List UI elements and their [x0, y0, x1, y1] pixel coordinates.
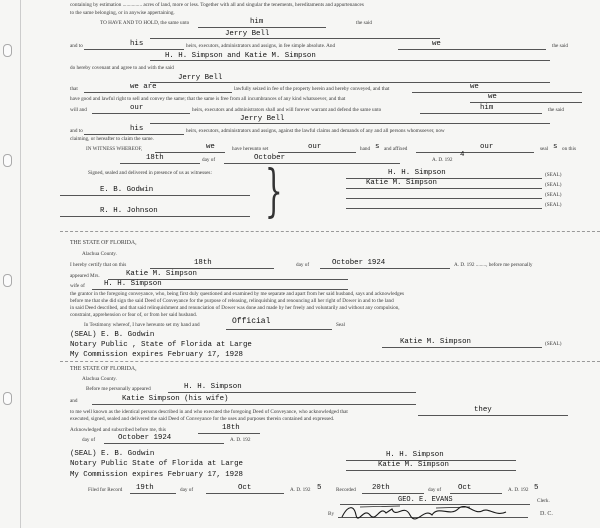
signed-in-presence-text: Signed, sealed and delivered in presence of us as witnesses: [88, 170, 212, 176]
ack2-signer-1: H. H. Simpson [386, 451, 444, 459]
grantee-name-1: Jerry Bell [225, 30, 270, 38]
ack2-executed-text: executed, signed, sealed and delivered the said Deed of Conveyance for the uses and purposes therein contained and expressed. [70, 416, 335, 422]
ack2-day: 18th [222, 424, 240, 432]
witness-1-name: E. B. Godwin [100, 186, 154, 194]
seal-label: (SEAL) [545, 202, 562, 208]
ack2-ad-text: A. D. 192 [230, 437, 251, 443]
filed-ad: A. D. 192 [290, 487, 311, 493]
filed-label: Filed for Record [88, 487, 123, 493]
ack2-notary-name: (SEAL) E. B. Godwin [70, 450, 155, 458]
ack1-certify-text: I hereby certify that on this [70, 262, 127, 268]
ack1-body-3: in said Deed described, and that said relinquishment and renunciation of Dower was done and made by her freely and voluntarily and without any compulsion, [70, 305, 400, 311]
seal-label: (SEAL) [545, 172, 562, 178]
habendum-name: him [250, 18, 264, 26]
hereunto-text: have hereunto set [232, 146, 269, 152]
binding-hole [3, 154, 12, 167]
our-2: our [308, 143, 322, 151]
clerk-name: GEO. E. EVANS [398, 496, 453, 504]
ack2-name-2: Katie Simpson (his wife) [122, 395, 229, 403]
deed-line-2: to the same belonging, or in anywise appertaining. [70, 10, 175, 16]
clerk-label: Clerk. [537, 498, 550, 504]
ack1-ad-text: A. D. 192 ........, before me personally [454, 262, 533, 268]
ack1-notary-commission: My Commission expires February 17, 1928 [70, 351, 243, 359]
signer-2-name: Katie M. Simpson [366, 179, 437, 187]
witness-whereof-label: IN WITNESS WHEREOF, [86, 146, 143, 152]
recorded-ad: A. D. 192 [508, 487, 529, 493]
execution-month: October [254, 154, 286, 162]
ack2-signer-2: Katie M. Simpson [378, 461, 449, 469]
we-3: we [488, 93, 497, 101]
margin-rule [20, 0, 21, 528]
heirs-text-1: heirs, executors, administrators and assigns, in fee simple absolute. And [186, 43, 336, 49]
seal-label: (SEAL) [545, 182, 562, 188]
ack1-notary-name: (SEAL) E. B. Godwin [70, 331, 155, 339]
signer-1-name: H. H. Simpson [388, 169, 446, 177]
the-said-1: the said [552, 43, 568, 49]
and-to-label: and to [70, 43, 83, 49]
claiming-text: claiming, or hereafter to claim the same. [70, 136, 154, 142]
grantee-name-3: Jerry Bell [240, 115, 285, 123]
filed-month: Oct [238, 484, 252, 492]
ack2-before-text: Before me personally appeared [86, 386, 151, 392]
ack2-notary-title: Notary Public State of Florida at Large [70, 460, 243, 468]
deed-line-1: containing by estimation ............... acres of land, more or less. Together with all and singular the tenements, hereditaments and appurtenances [70, 2, 364, 8]
day-of-label: day of [202, 157, 216, 163]
ack1-signer: Katie M. Simpson [400, 338, 471, 346]
grantee-name-2: Jerry Bell [178, 74, 223, 82]
filed-year-digit: 5 [317, 484, 322, 492]
deputy-clerk-signature [340, 503, 510, 521]
ack2-they: they [474, 406, 492, 414]
our-1: our [130, 104, 144, 112]
our-3: our [480, 143, 494, 151]
grantors-names: H. H. Simpson and Katie M. Simpson [165, 52, 316, 60]
by-label: By [328, 511, 335, 517]
recorded-day: 20th [372, 484, 390, 492]
ack1-day-of: day of [296, 262, 310, 268]
ack1-husband-name: H. H. Simpson [104, 280, 162, 288]
we-are: we are [130, 83, 157, 91]
deed-page: containing by estimation ............... acres of land, more or less. Together with all and singular the tenements, hereditaments and appurtenances to the same belonging, or in anywise appertaining. TO HAVE AND TO HOLD, the same unto him the said Jerry Bell and to his heirs, executors, administrators and assigns, in fee simple absolute. And we the said H. H. Simpson and Katie M. Simpson do hereby covenant and agree to and with the said Jerry Bell that we are lawfully seized in fee of the property herein and hereby conveyed, and that we have good and lawful right to sell and convey the same; that the same is free from all incumbrances of any kind whatsoever, and that we will and our heirs, executors and administrators shall and will forever warrant and defend the same unto him the said Jerry Bell and to his heirs, executors, administrators and assigns, against the lawful claims and demands of any and all persons whomsoever, now claiming, or hereafter to claim the same. IN WITNESS WHEREOF, we have hereunto set our hand s and affixed our seal s on this 18th day of October A. D. 192 4 Signed, sealed and delivered in presence of us as witnesses: E. B. Godwin R. H. Johnson } H. H. Simpson (SEAL) Katie M. Simpson (SEAL) (SEAL) (SEAL) THE STATE OF FLORIDA, Alachua County. I hereby certify that on this 18th day of October 1924 A. D. 192 ........, before me personally appeared Mrs. Katie M. Simpson wife of H. H. Simpson the grantor in the foregoing conveyance, who, being first duly questioned and examined by me separate and apart from her said husband, says and acknowledges before me that she did sign the said Deed of Conveyance for the purpose of releasing, relinquishing and renouncing all her right of Dower in and to the land in said Deed described, and that said relinquishment and renunciation of Dower was done and made by her freely and voluntarily and without any compulsion, constraint, apprehension or fear of, or from her said husband. In Testimony whereof, I have hereunto set my hand and Official Seal (SEAL) E. B. Godwin Notary Public , State of Florida at Large My Commission expires February 17, 1928 Katie M. Simpson (SEAL) THE STATE OF FLORIDA, Alachua County. Before me personally appeared H. H. Simpson and Katie Simpson (his wife) to me well known as the identical persons described in and who executed the foregoing Deed of Conveyance, who acknowledged that they executed, signed, sealed and delivered the said Deed of Conveyance for the uses and purposes therein contained and expressed. Acknowledged and subscribed before me, this 18th day of October 1924 A. D. 192 (SEAL) E. B. Godwin Notary Public State of Florida at Large My Commission expires February 17, 1928 H. H. Simpson Katie M. Simpson Filed for Record 19th day of Oct A. D. 192 5 Recorded 20th day of Oct A. D. 192 5 GEO. E. EVANS Clerk. By D. C. [0, 0, 600, 528]
ad-label: A. D. 192 [432, 157, 453, 163]
seal-label: (SEAL) [545, 192, 562, 198]
witness-2-name: R. H. Johnson [100, 207, 158, 215]
ack2-name-1: H. H. Simpson [184, 383, 242, 391]
ack1-seal-label: (SEAL) [545, 341, 562, 347]
we-1: we [432, 40, 441, 48]
his-1: his [130, 40, 144, 48]
ack2-month-year: October 1924 [118, 434, 172, 442]
ack2-county: Alachua County. [82, 376, 117, 382]
will-and-label: will and [70, 107, 87, 113]
we-4: we [206, 143, 215, 151]
affixed-text: and affixed [384, 146, 408, 152]
ack1-county: Alachua County. [82, 251, 117, 257]
recorded-month: Oct [458, 484, 472, 492]
binding-hole [3, 274, 12, 287]
ack1-body-4: constraint, apprehension or fear of, or from her said husband. [70, 312, 198, 318]
ack2-and-label: and [70, 398, 78, 404]
filed-day-of: day of [180, 487, 194, 493]
witness-brace: } [264, 159, 283, 224]
execution-day: 18th [146, 154, 164, 162]
ack1-wife-of: wife of [70, 283, 85, 289]
ack1-seal-word: Seal [336, 322, 345, 328]
recorded-year-digit: 5 [534, 484, 539, 492]
recorded-day-of: day of [428, 487, 442, 493]
ack2-state: THE STATE OF FLORIDA, [70, 366, 137, 372]
ack1-official: Official [232, 317, 271, 326]
heirs-text-2: heirs, executors, administrators and assigns, against the lawful claims and demands of any and all persons whomsoever, now [186, 128, 445, 134]
ack1-state: THE STATE OF FLORIDA, [70, 240, 137, 246]
ack1-wife-name: Katie M. Simpson [126, 270, 197, 278]
and-to-label-2: and to [70, 128, 83, 134]
him-2: him [480, 104, 494, 112]
seized-text: lawfully seized in fee of the property herein and hereby conveyed, and that [234, 86, 390, 92]
habendum-label: TO HAVE AND TO HOLD, the same unto [100, 20, 190, 26]
ack1-appeared-text: appeared Mrs. [70, 273, 100, 279]
that-label: that [70, 86, 78, 92]
ack2-notary-commission: My Commission expires February 17, 1928 [70, 471, 243, 479]
the-said-2: the said [548, 107, 564, 113]
execution-year-digit: 4 [460, 151, 465, 159]
his-2: his [130, 125, 144, 133]
filed-day: 19th [136, 484, 154, 492]
ack1-month-year: October 1924 [332, 259, 386, 267]
binding-hole [3, 392, 12, 405]
ack1-testimony-text: In Testimony whereof, I have hereunto set my hand and [84, 322, 200, 328]
ack1-body-1: the grantor in the foregoing conveyance, who, being first duly questioned and examined by me separate and apart from her said husband, says and acknowledges [70, 291, 405, 297]
dc-label: D. C. [540, 511, 553, 517]
warrant-text: heirs, executors and administrators shall and will forever warrant and defend the same unto [192, 107, 382, 113]
ack1-day: 18th [194, 259, 212, 267]
good-right-text: have good and lawful right to sell and convey the same; that the same is free from all incumbrances of any kind whatsoever, and that [70, 96, 346, 102]
we-2: we [470, 83, 479, 91]
ack2-day-of: day of [82, 437, 96, 443]
covenant-text: do hereby covenant and agree to and with the said [70, 65, 174, 71]
seal-word: seal [540, 146, 549, 152]
recorded-label: Recorded [336, 487, 356, 493]
hands-text: hand [360, 146, 371, 152]
ack2-known-text: to me well known as the identical persons described in and who executed the foregoing Deed of Conveyance, who acknowledged that [70, 409, 348, 415]
habendum-said: the said [356, 20, 372, 26]
ack1-notary-title: Notary Public , State of Florida at Large [70, 341, 252, 349]
ack2-subscribed-text: Acknowledged and subscribed before me, this [70, 427, 166, 433]
binding-hole [3, 44, 12, 57]
ack1-body-2: before me that she did sign the said Deed of Conveyance for the purpose of releasing, relinquishing and renouncing all her right of Dower in and to the land [70, 298, 394, 304]
